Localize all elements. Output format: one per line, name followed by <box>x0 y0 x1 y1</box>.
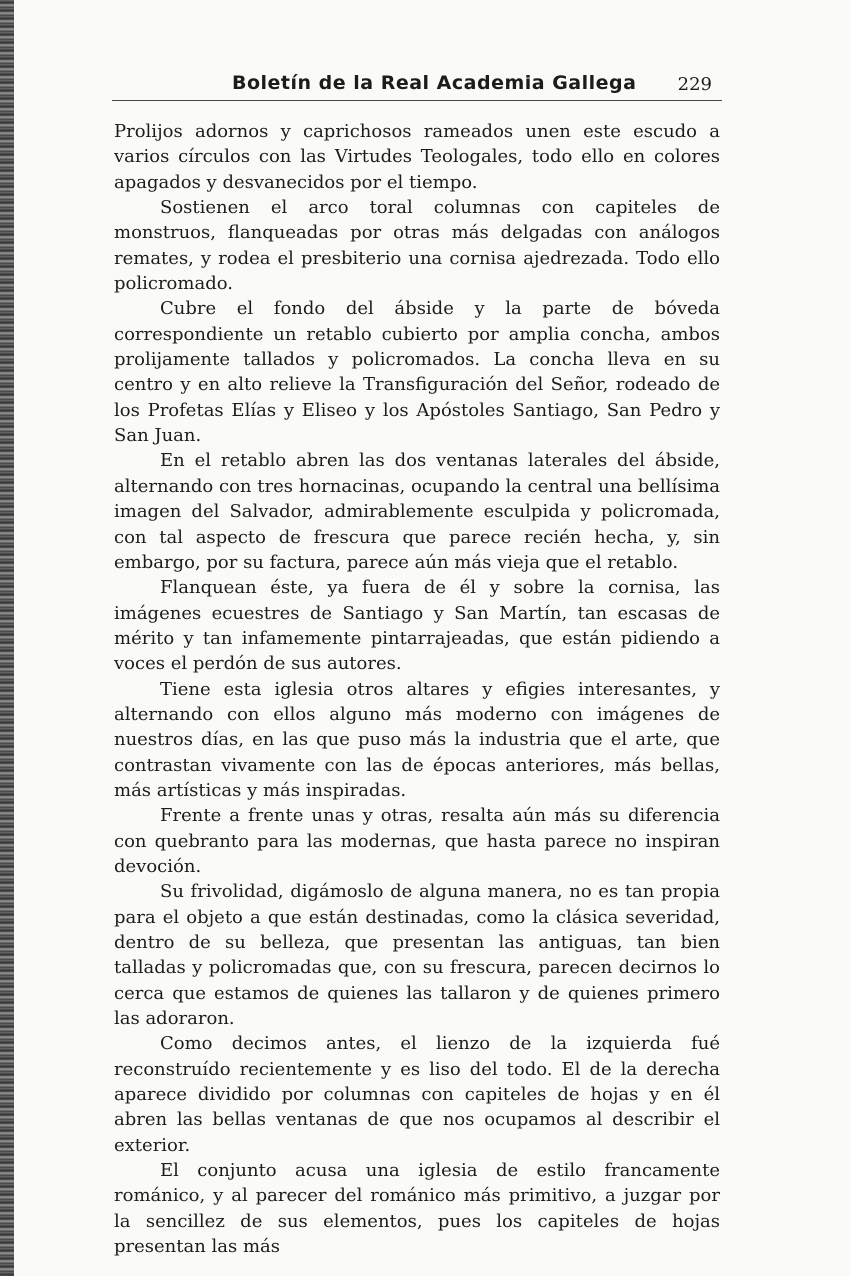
book-spine-edge <box>0 0 14 1276</box>
paragraph: En el retablo abren las dos ventanas laterales del ábside, alternando con tres hornacinas, ocupando la central una bellísima imagen del Salvador, admirablemente esculpida y policromada, con tal aspecto de frescura que parece recién hecha, y, sin embargo, por su factura, parece aún más vieja que el retablo. <box>114 450 720 573</box>
paragraph: Como decimos antes, el lienzo de la izquierda fué reconstruído recientemente y es liso del todo. El de la derecha aparece dividido por columnas con capiteles de hojas y en él abren las bellas ventanas de que nos ocupamos al describir el exterior. <box>114 1033 720 1156</box>
paragraph: Prolijos adornos y caprichosos rameados unen este escudo a varios círculos con las Virtudes Teologales, todo ello en colores apagados y desvanecidos por el tiempo. <box>114 121 720 193</box>
book-page <box>112 0 722 1276</box>
paragraph: Su frivolidad, digámoslo de alguna manera, no es tan propia para el objeto a que están destinadas, como la clásica severidad, dentro de su belleza, que presentan las antiguas, tan bien talladas y policromadas que, con su frescura, parecen decirnos lo cerca que estamos de quienes las tallaron y de quienes primero las adoraron. <box>114 881 720 1030</box>
header-rule <box>112 100 722 101</box>
running-title: Boletín de la Real Academia Gallega <box>232 72 637 94</box>
paragraph: Tiene esta iglesia otros altares y efigies interesantes, y alternando con ellos alguno más moderno con imágenes de nuestros días, en las que puso más la industria que el arte, que contrastan vivamente con las de épocas anteriores, más bellas, más artísticas y más inspiradas. <box>114 678 720 801</box>
body-text <box>114 119 720 1259</box>
page-header <box>112 72 722 98</box>
paragraph: Cubre el fondo del ábside y la parte de bóveda correspondiente un retablo cubierto por amplia concha, ambos prolijamente tallados y policromados. La concha lleva en su centro y en alto relieve la Transfiguración del Señor, rodeado de los Profetas Elías y Eliseo y los Apóstoles Santiago, San Pedro y San Juan. <box>114 298 720 447</box>
paragraph: Frente a frente unas y otras, resalta aún más su diferencia con quebranto para las modernas, que hasta parece no inspiran devoción. <box>114 805 720 877</box>
paragraph: Sostienen el arco toral columnas con capiteles de monstruos, flanqueadas por otras más delgadas con análogos remates, y rodea el presbiterio una cornisa ajedrezada. Todo ello policromado. <box>114 197 720 295</box>
page-number: 229 <box>677 74 712 95</box>
paragraph: El conjunto acusa una iglesia de estilo francamente románico, y al parecer del románico más primitivo, a juzgar por la sencillez de sus elementos, pues los capiteles de hojas presentan las más <box>114 1160 720 1258</box>
paragraph: Flanquean éste, ya fuera de él y sobre la cornisa, las imágenes ecuestres de Santiago y San Martín, tan escasas de mérito y tan infamemente pintarrajeadas, que están pidiendo a voces el perdón de sus autores. <box>114 577 720 675</box>
